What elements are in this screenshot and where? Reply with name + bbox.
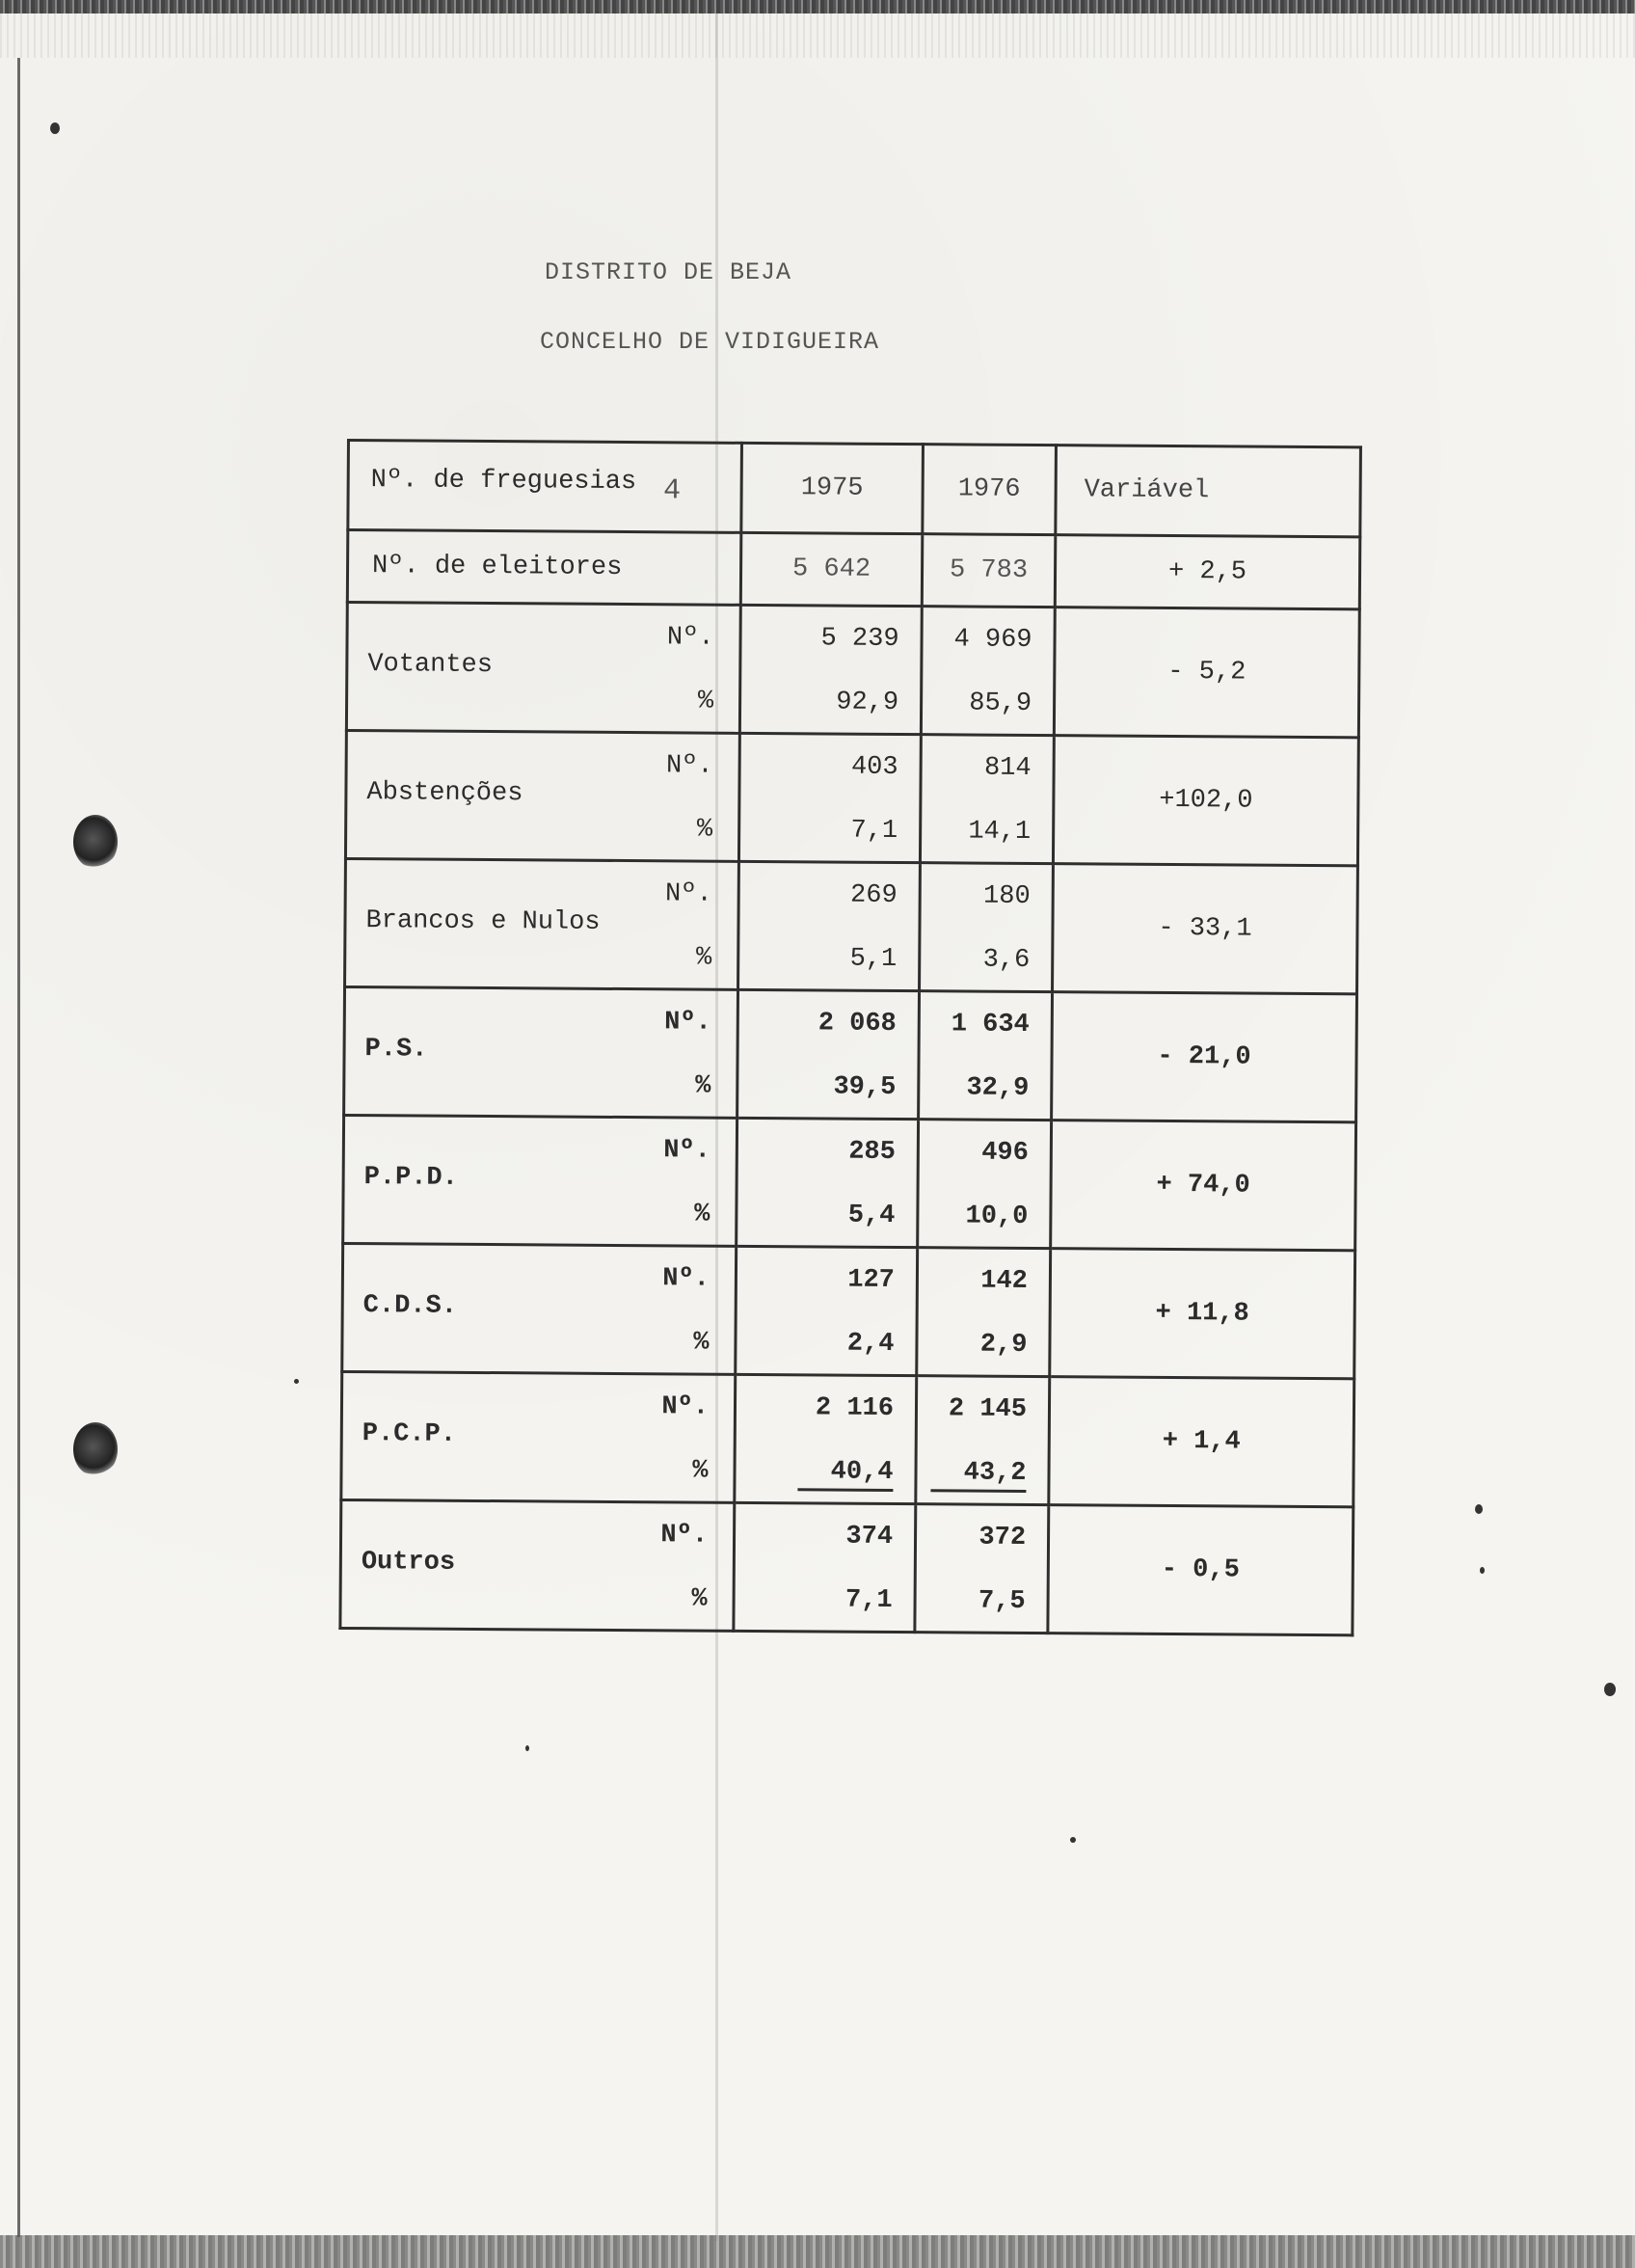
row-label: Brancos e Nulos xyxy=(365,906,601,937)
row-number-label: Nº. xyxy=(661,1392,710,1422)
value-1975-percent: 2,4 xyxy=(846,1329,895,1359)
row-variation: - 21,0 xyxy=(1052,992,1357,1122)
value-1976-percent: 7,5 xyxy=(978,1586,1026,1616)
row-percent-label: % xyxy=(697,687,714,716)
row-percent-label: % xyxy=(691,1584,708,1614)
ink-speck xyxy=(1475,1504,1483,1514)
value-1975-percent: 7,1 xyxy=(844,1585,893,1615)
row-variation: - 33,1 xyxy=(1053,864,1358,994)
value-1976-percent: 85,9 xyxy=(969,688,1032,718)
table-header-row xyxy=(348,441,1361,537)
table-row-votantes xyxy=(346,603,1359,738)
row-number-label: Nº. xyxy=(663,1136,710,1166)
value-1976-number: 496 xyxy=(981,1138,1029,1168)
row-variation: - 0,5 xyxy=(1048,1505,1354,1635)
value-1976-percent: 14,1 xyxy=(968,817,1032,847)
row-label: Votantes xyxy=(367,650,494,681)
value-1975-number: 2 116 xyxy=(815,1393,895,1423)
row-variation: + 74,0 xyxy=(1051,1120,1356,1251)
value-1975-percent: 92,9 xyxy=(836,688,899,718)
row-number-label: Nº. xyxy=(662,1264,710,1294)
ink-speck xyxy=(1604,1683,1616,1696)
row-number-label: Nº. xyxy=(660,1521,709,1551)
table-row-electors xyxy=(347,530,1359,609)
value-1975-number: 285 xyxy=(848,1137,896,1167)
electors-1975: 5 642 xyxy=(740,532,923,606)
row-number-label: Nº. xyxy=(664,1008,711,1038)
scan-bottom-edge xyxy=(0,2235,1635,2268)
header-1976: 1976 xyxy=(923,445,1057,535)
election-results-table xyxy=(338,439,1362,1636)
value-1976-number: 142 xyxy=(980,1266,1029,1296)
header-parishes-label: Nº. de freguesias xyxy=(370,465,637,497)
scan-top-edge xyxy=(0,0,1635,14)
ink-speck xyxy=(1480,1567,1485,1574)
table-row-pcp xyxy=(341,1371,1354,1506)
page-left-edge xyxy=(17,58,20,2237)
value-1975-number: 374 xyxy=(845,1522,894,1552)
value-1975-number: 127 xyxy=(847,1265,896,1295)
value-1976-percent: 2,9 xyxy=(979,1330,1028,1360)
row-percent-label: % xyxy=(692,1456,709,1486)
value-1976-percent: 3,6 xyxy=(982,945,1031,975)
value-1975-percent: 39,5 xyxy=(833,1072,897,1102)
punch-hole-top xyxy=(73,815,118,869)
row-percent-label: % xyxy=(696,815,713,845)
row-number-label: Nº. xyxy=(666,623,714,653)
value-1975-percent: 7,1 xyxy=(850,816,898,846)
value-1975-number: 269 xyxy=(849,880,898,910)
table-row-outros xyxy=(340,1499,1354,1634)
scan-top-noise xyxy=(0,14,1635,58)
table-row-ppd xyxy=(343,1115,1356,1250)
row-label: Outros xyxy=(361,1548,456,1578)
electors-1976: 5 783 xyxy=(922,534,1056,608)
header-variation: Variável xyxy=(1056,446,1361,537)
value-1976-number: 1 634 xyxy=(951,1010,1030,1040)
row-variation: - 5,2 xyxy=(1054,608,1359,738)
value-1976-number: 814 xyxy=(983,753,1032,783)
value-1976-number: 4 969 xyxy=(953,625,1032,655)
row-label: P.P.D. xyxy=(363,1163,458,1193)
table-row-abstencoes xyxy=(345,731,1358,866)
value-1975-percent: 5,1 xyxy=(849,944,898,974)
electors-variation: + 2,5 xyxy=(1055,535,1360,609)
district-title: DISTRITO DE BEJA xyxy=(545,258,792,286)
row-number-label: Nº. xyxy=(664,879,712,909)
value-1975-percent: 5,4 xyxy=(847,1201,896,1230)
row-variation: +102,0 xyxy=(1053,736,1358,866)
municipality-title: CONCELHO DE VIDIGUEIRA xyxy=(540,328,880,356)
row-label: P.S. xyxy=(364,1035,428,1065)
value-1976-number: 2 145 xyxy=(948,1394,1028,1424)
value-1975-number: 5 239 xyxy=(820,624,899,655)
header-label-cell xyxy=(348,441,742,533)
value-1975-percent: 40,4 xyxy=(798,1457,894,1492)
value-1975-number: 403 xyxy=(850,752,898,782)
row-percent-label: % xyxy=(694,1200,710,1229)
value-1976-number: 372 xyxy=(978,1523,1027,1552)
table-row-cds xyxy=(342,1243,1355,1378)
row-number-label: Nº. xyxy=(665,751,713,781)
row-percent-label: % xyxy=(693,1328,710,1358)
ink-speck xyxy=(525,1745,529,1751)
ink-speck xyxy=(1070,1837,1076,1843)
header-parishes-count: 4 xyxy=(662,473,682,507)
row-variation: + 1,4 xyxy=(1049,1377,1354,1507)
ink-speck xyxy=(294,1379,299,1384)
row-percent-label: % xyxy=(695,1071,711,1101)
value-1975-number: 2 068 xyxy=(818,1009,897,1039)
value-1976-percent: 10,0 xyxy=(965,1202,1029,1231)
value-1976-percent: 43,2 xyxy=(931,1458,1027,1493)
ink-speck xyxy=(50,122,60,134)
header-1975: 1975 xyxy=(741,443,924,533)
table-row-ps xyxy=(344,986,1357,1121)
row-label: P.C.P. xyxy=(362,1419,457,1449)
row-label: C.D.S. xyxy=(362,1291,458,1321)
value-1976-percent: 32,9 xyxy=(966,1073,1030,1103)
row-label: Abstenções xyxy=(366,778,523,809)
value-1976-number: 180 xyxy=(982,881,1031,911)
punch-hole-bottom xyxy=(73,1422,118,1476)
row-percent-label: % xyxy=(695,943,712,973)
table-row-brancos-nulos xyxy=(345,858,1358,993)
electors-label: Nº. de eleitores xyxy=(347,530,741,606)
row-variation: + 11,8 xyxy=(1050,1249,1355,1379)
